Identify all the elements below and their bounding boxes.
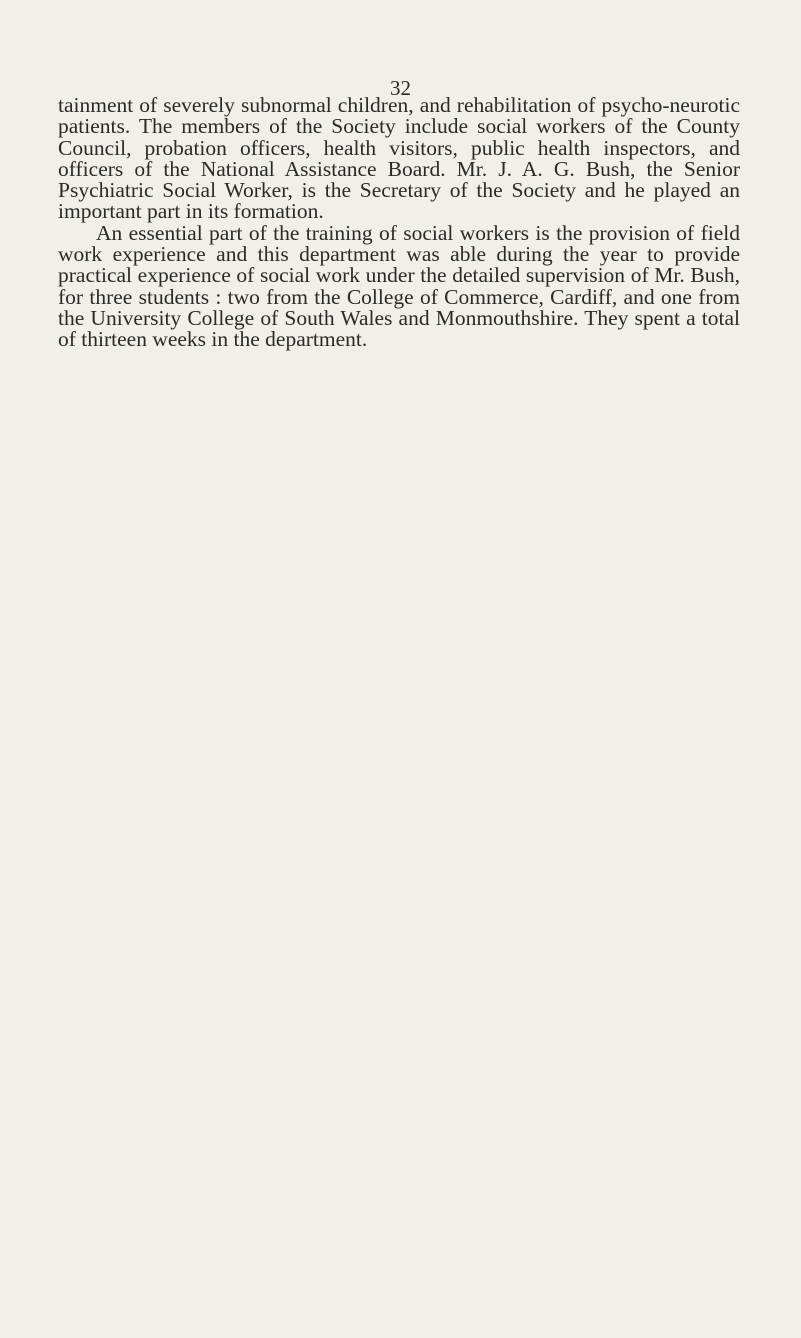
paragraph-field-work: An essential part of the training of social workers is the provision of field work experience and this department was able during the year to provide practical experience of social work under the detailed supervision of Mr. Bush, for three students : two from the College of Commerce, Cardiff, and one from the University College of South Wales and Monmouthshire. They spent a total of thirteen weeks in the department. — [58, 220, 740, 352]
page-number: 32 — [390, 76, 411, 100]
paragraph-continued: tainment of severely subnormal children, and rehabilitation of psycho-neurotic patients. The members of the Society include social workers of the County Council, probation officers, health visitors, public health inspectors, and officers of the National Assistance Board. Mr. J. A. G. Bush, the Senior Psychiatric Social Worker, is the Secretary of the Society and he played an important part in its formation. — [58, 93, 740, 224]
body-text — [58, 95, 740, 351]
